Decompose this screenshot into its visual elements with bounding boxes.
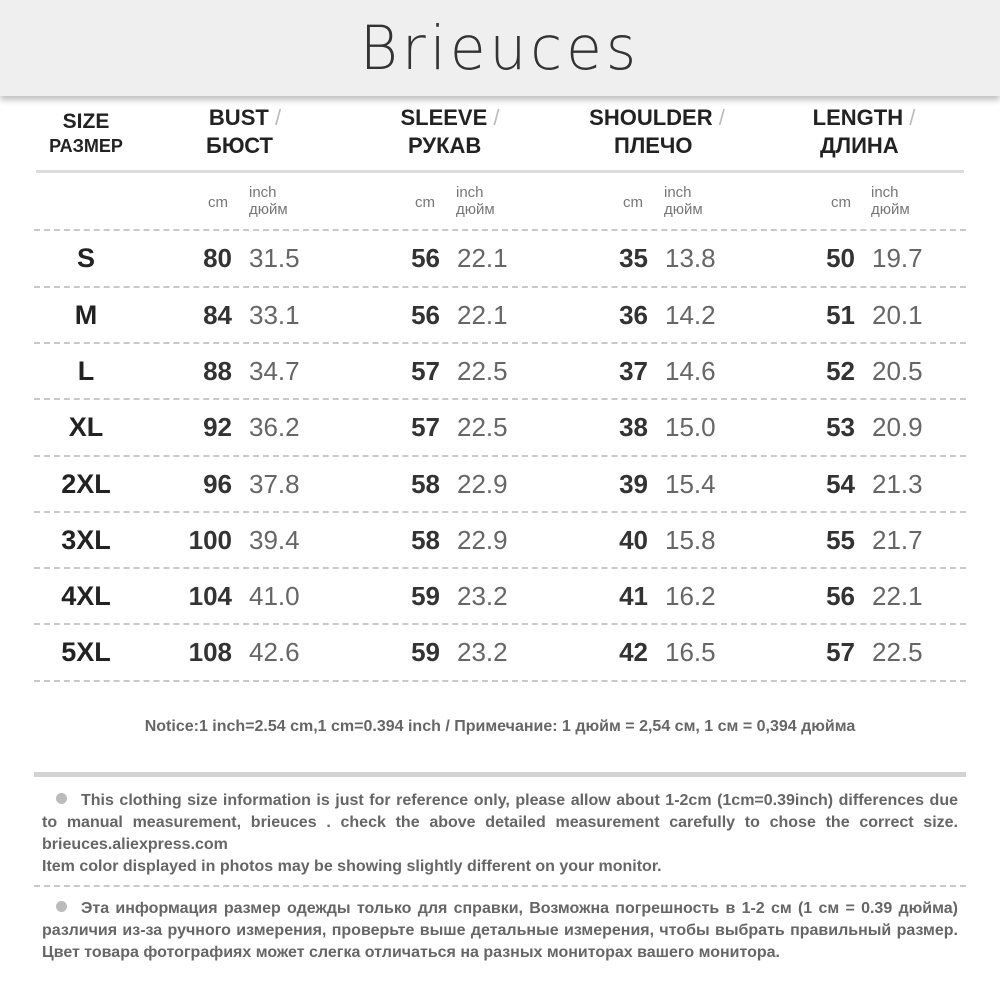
length-inch: 22.5: [872, 637, 923, 667]
size-row-s: [0, 243, 1000, 299]
size-label: S: [76, 243, 95, 273]
header-size: [34, 110, 138, 174]
sleeve-cm: 56: [411, 300, 440, 330]
info-en: [42, 790, 958, 878]
header-size-ru: РАЗМЕР: [49, 136, 123, 156]
row-divider: [34, 511, 966, 513]
shoulder-cm: 38: [619, 412, 648, 442]
length-cm: 53: [826, 412, 855, 442]
header-shoulder-ru: ПЛЕЧО: [614, 133, 693, 158]
size-label: XL: [68, 412, 104, 442]
header-slash: /: [493, 105, 500, 130]
row-divider: [34, 455, 966, 457]
header-divider: [36, 170, 964, 173]
header-slash: /: [274, 105, 282, 130]
header-sleeve-en: SLEEVE: [400, 105, 488, 130]
size-label: 2XL: [61, 469, 111, 499]
length-inch: 19.7: [872, 243, 923, 273]
header-length-en: LENGTH: [812, 105, 904, 130]
row-divider: [34, 229, 966, 231]
row-divider: [34, 567, 966, 569]
shoulder-inch: 15.4: [665, 469, 716, 499]
header-slash: /: [909, 105, 916, 130]
size-label: L: [77, 356, 95, 386]
bust-cm: 108: [188, 637, 232, 667]
length-inch: 20.5: [872, 356, 923, 386]
length-cm: 56: [826, 581, 855, 611]
shoulder-inch: 13.8: [665, 243, 716, 273]
length-cm: 50: [826, 243, 855, 273]
length-cm: 54: [826, 469, 855, 499]
sleeve-inch: 22.5: [457, 412, 508, 442]
size-label: 5XL: [61, 637, 111, 667]
header-bust: [190, 104, 300, 168]
bust-cm: 100: [188, 525, 232, 555]
length-cm: 51: [826, 300, 855, 330]
unit-inch: inch дюйм: [871, 184, 910, 218]
header-sleeve-ru: РУКАВ: [408, 133, 482, 158]
info-divider: [34, 885, 966, 887]
bust-cm: 96: [203, 469, 232, 499]
shoulder-cm: 40: [619, 525, 648, 555]
length-inch: 21.7: [872, 525, 923, 555]
sleeve-cm: 57: [411, 412, 440, 442]
sleeve-inch: 22.1: [457, 243, 508, 273]
bust-cm: 80: [203, 243, 232, 273]
header-length-ru: ДЛИНА: [820, 133, 899, 158]
info-en-text: This clothing size information is just for reference only, please allow about 1-2cm (1cm=0.39inch) differences due to manual measurement, brieuces . check the above detailed measurement carefully to chose the correct size. brieuces.aliexpress.com: [42, 792, 958, 853]
size-row-2xl: [0, 469, 1000, 525]
shoulder-cm: 36: [619, 300, 648, 330]
unit-cm: cm: [831, 194, 851, 211]
unit-cm: cm: [208, 194, 228, 211]
shoulder-inch: 14.2: [665, 300, 716, 330]
sleeve-inch: 23.2: [457, 637, 508, 667]
header-sleeve: [390, 104, 510, 168]
size-row-l: [0, 356, 1000, 412]
bust-inch: 34.7: [249, 356, 300, 386]
sleeve-inch: 23.2: [457, 581, 508, 611]
shoulder-cm: 42: [619, 637, 648, 667]
sleeve-inch: 22.1: [457, 300, 508, 330]
info-en-color-note: Item color displayed in photos may be showing slightly different on your monitor.: [42, 858, 662, 875]
header-length: [804, 104, 924, 168]
shoulder-cm: 39: [619, 469, 648, 499]
sleeve-cm: 58: [411, 525, 440, 555]
row-divider: [34, 286, 966, 288]
size-label: M: [74, 300, 98, 330]
size-label: 4XL: [61, 581, 111, 611]
row-divider: [34, 623, 966, 625]
header-size-en: SIZE: [62, 110, 110, 133]
length-cm: 55: [826, 525, 855, 555]
sleeve-cm: 56: [411, 243, 440, 273]
sleeve-cm: 58: [411, 469, 440, 499]
sleeve-cm: 59: [411, 637, 440, 667]
unit-inch: inch дюйм: [456, 184, 495, 218]
shoulder-cm: 37: [619, 356, 648, 386]
row-divider: [34, 680, 966, 682]
header-bust-en: BUST: [208, 105, 269, 130]
brand-banner: [0, 0, 1000, 96]
info-ru-text: Эта информация размер одежды только для справки, Возможна погрешность в 1-2 см (1 см = 0.39 дюйма) различия из-за ручного измерения, проверьте выше детальные измерения, чтобы выбрать правильный размер. Цвет товара фотографиях может слегка отличаться на разных мониторах вашего монитора.: [42, 900, 958, 961]
unit-cm: cm: [623, 194, 643, 211]
bust-inch: 37.8: [249, 469, 300, 499]
bust-inch: 36.2: [249, 412, 300, 442]
length-cm: 57: [826, 637, 855, 667]
bust-inch: 31.5: [249, 243, 300, 273]
size-label: 3XL: [61, 525, 111, 555]
header-shoulder-en: SHOULDER: [589, 105, 713, 130]
bullet-icon: [56, 793, 67, 804]
length-inch: 21.3: [872, 469, 923, 499]
length-inch: 22.1: [872, 581, 923, 611]
bust-cm: 84: [203, 300, 232, 330]
section-divider: [34, 772, 966, 777]
size-row-3xl: [0, 525, 1000, 581]
header-slash: /: [718, 105, 725, 130]
length-cm: 52: [826, 356, 855, 386]
size-row-xl: [0, 412, 1000, 468]
brand-logo: Brieuces: [359, 12, 641, 84]
sleeve-cm: 57: [411, 356, 440, 386]
sleeve-inch: 22.5: [457, 356, 508, 386]
length-inch: 20.1: [872, 300, 923, 330]
sleeve-cm: 59: [411, 581, 440, 611]
shoulder-inch: 15.8: [665, 525, 716, 555]
shoulder-cm: 41: [619, 581, 648, 611]
unit-cm: cm: [415, 194, 435, 211]
row-divider: [34, 398, 966, 400]
header-shoulder: [582, 104, 732, 168]
bust-cm: 88: [203, 356, 232, 386]
bust-inch: 39.4: [249, 525, 300, 555]
shoulder-inch: 14.6: [665, 356, 716, 386]
bust-inch: 41.0: [249, 581, 300, 611]
size-row-5xl: [0, 637, 1000, 693]
bullet-icon: [56, 901, 67, 912]
header-bust-ru: БЮСТ: [206, 133, 273, 158]
sleeve-inch: 22.9: [457, 525, 508, 555]
sleeve-inch: 22.9: [457, 469, 508, 499]
bust-inch: 42.6: [249, 637, 300, 667]
unit-inch: inch дюйм: [664, 184, 703, 218]
bust-inch: 33.1: [249, 300, 300, 330]
shoulder-inch: 16.5: [665, 637, 716, 667]
shoulder-inch: 15.0: [665, 412, 716, 442]
size-row-m: [0, 300, 1000, 356]
size-row-4xl: [0, 581, 1000, 637]
length-inch: 20.9: [872, 412, 923, 442]
bust-cm: 92: [203, 412, 232, 442]
shoulder-inch: 16.2: [665, 581, 716, 611]
conversion-notice: Notice:1 inch=2.54 cm,1 cm=0.394 inch / Примечание: 1 дюйм = 2,54 см, 1 см = 0,394 дюйма: [144, 718, 856, 735]
bust-cm: 104: [188, 581, 232, 611]
info-ru: [42, 898, 958, 964]
unit-inch: inch дюйм: [249, 184, 288, 218]
shoulder-cm: 35: [619, 243, 648, 273]
row-divider: [34, 342, 966, 344]
